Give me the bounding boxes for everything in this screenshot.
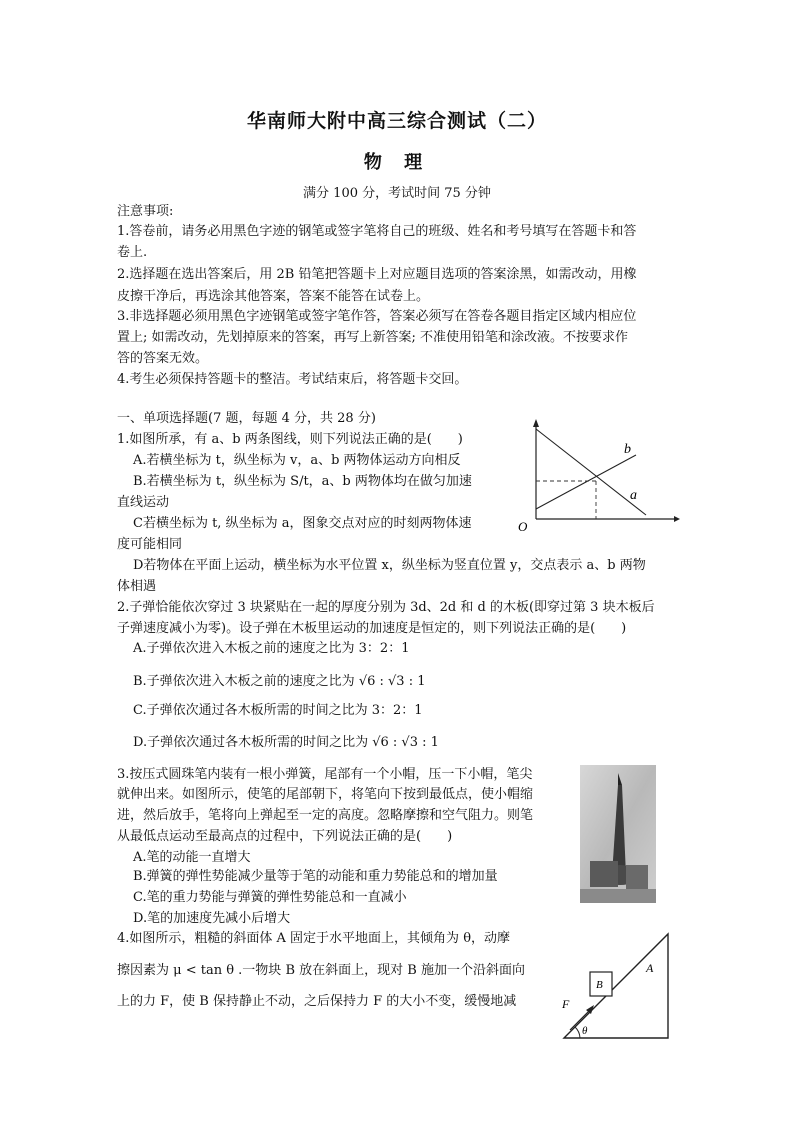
q1-option-b: B.若横坐标为 t，纵坐标为 S/t，a、b 两物体均在做匀加速 — [133, 474, 472, 489]
q1-option-d: D若物体在平面上运动，横坐标为水平位置 x，纵坐标为竖直位置 y，交点表示 a、b 两物 — [133, 558, 646, 573]
q1-option-c: C若横坐标为 t, 纵坐标为 a，图象交点对应的时刻两物体速 — [133, 516, 472, 531]
notes-line: 置上; 如需改动，先划掉原来的答案，再写上新答案; 不准使用铅笔和涂改液。不按要求作 — [117, 330, 629, 345]
q2-stem-cont: 子弹速度减小为零)。设子弹在木板里运动的加速度是恒定的，则下列说法正确的是( ) — [117, 621, 627, 636]
q1-option-c-cont: 度可能相同 — [117, 537, 183, 552]
q3-stem: 3.按压式圆珠笔内装有一根小弹簧，尾部有一个小帽，压一下小帽，笔尖 — [117, 767, 533, 782]
q4-stem-cont: 上的力 F，使 B 保持静止不动，之后保持力 F 的大小不变，缓慢地减 — [117, 994, 517, 1009]
notes-line: 2.选择题在选出答案后，用 2B 铅笔把答题卡上对应题目选项的答案涂黑，如需改动，用橡 — [117, 267, 637, 282]
q1-graph — [512, 415, 680, 535]
notes-line: 皮擦干净后，再选涂其他答案，答案不能答在试卷上。 — [117, 289, 430, 304]
q1-option-b-cont: 直线运动 — [117, 495, 170, 510]
q1-graph-label-b: b — [624, 442, 631, 457]
notes-line: 卷上. — [117, 245, 148, 260]
notes-line: 3.非选择题必须用黑色字迹钢笔或签字笔作答，答案必须写在答卷各题目指定区域内相应位 — [117, 309, 637, 324]
q1-graph-label-o: O — [518, 519, 528, 534]
q1-option-d-cont: 体相遇 — [117, 579, 157, 594]
notes-line: 答的答案无效。 — [117, 351, 209, 366]
subject-title: 物 理 — [363, 152, 431, 173]
q3-stem-cont: 就伸出来。如图所示，使笔的尾部朝下，将笔向下按到最低点，使小帽缩 — [117, 787, 534, 802]
q3-option-a: A.笔的动能一直增大 — [133, 850, 251, 865]
exam-info: 满分 100 分，考试时间 75 分钟 — [303, 186, 491, 201]
q1-option-a: A.若横坐标为 t，纵坐标为 v，a、b 两物体运动方向相反 — [133, 453, 461, 468]
q2-option-c: C.子弹依次通过各木板所需的时间之比为 3：2：1 — [133, 703, 423, 718]
q2-option-b: B.子弹依次进入木板之前的速度之比为 √6 : √3 : 1 — [133, 674, 426, 689]
q3-option-c: C.笔的重力势能与弹簧的弹性势能总和一直减小 — [133, 890, 407, 905]
q3-option-d: D.笔的加速度先减小后增大 — [133, 911, 291, 926]
q4-label-f: F — [562, 997, 570, 1011]
q1-stem: 1.如图所承，有 a、b 两条图线，则下列说法正确的是( ) — [117, 432, 463, 447]
q3-stem-cont: 进，然后放手，笔将向上弹起至一定的高度。忽略摩擦和空气阻力。则笔 — [117, 808, 534, 823]
notes-line: 1.答卷前，请务必用黑色字迹的钢笔或签字笔将自己的班级、姓名和考号填写在答题卡和答 — [117, 224, 637, 239]
q2-option-d: D.子弹依次通过各木板所需的时间之比为 √6 : √3 : 1 — [133, 735, 439, 750]
q4-stem-cont: 擦因素为 μ < tan θ .一物块 B 放在斜面上，现对 B 施加一个沿斜面向 — [117, 963, 525, 978]
q4-label-b: B — [596, 979, 603, 991]
notes-line: 4.考生必须保持答题卡的整洁。考试结束后，将答题卡交回。 — [117, 372, 468, 387]
q3-stem-cont: 从最低点运动至最高点的过程中，下列说法正确的是( ) — [117, 829, 453, 844]
pen-photo — [580, 765, 656, 903]
q2-stem: 2.子弹恰能依次穿过 3 块紧贴在一起的厚度分别为 3d、2d 和 d 的木板(即穿过第 3 块木板后 — [117, 600, 655, 615]
page-title: 华南师大附中高三综合测试（二） — [246, 110, 547, 132]
q2-option-a: A.子弹依次进入木板之前的速度之比为 3：2：1 — [133, 641, 410, 656]
section-heading: 一、单项选择题(7 题，每题 4 分，共 28 分) — [117, 411, 376, 426]
notes-heading: 注意事项: — [117, 204, 174, 219]
q4-label-a: A — [646, 961, 654, 975]
q4-incline-figure — [556, 930, 674, 1040]
q4-label-theta: θ — [582, 1025, 588, 1037]
q4-stem: 4.如图所示，粗糙的斜面体 A 固定于水平地面上，其倾角为 θ，动摩 — [117, 931, 511, 946]
q3-option-b: B.弹簧的弹性势能减少量等于笔的动能和重力势能总和的增加量 — [133, 869, 498, 884]
q1-graph-label-a: a — [630, 488, 637, 503]
